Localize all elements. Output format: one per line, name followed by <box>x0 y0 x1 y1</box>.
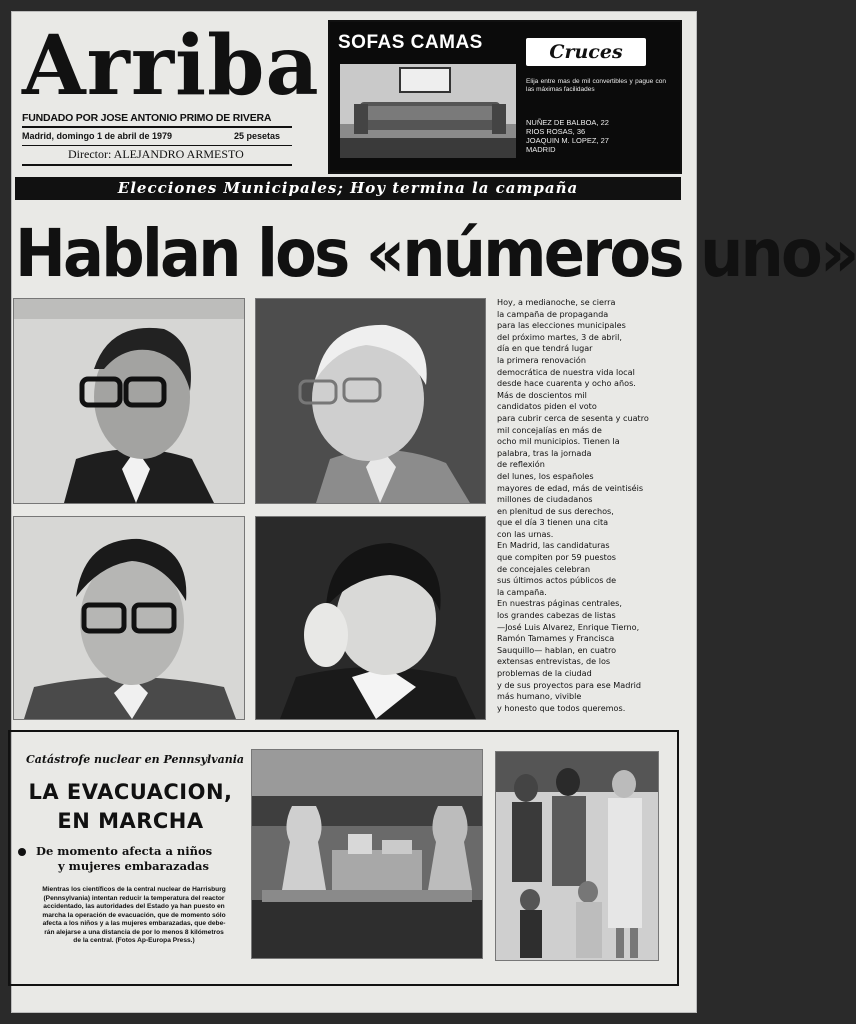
article-line: de concejales celebran <box>497 563 591 574</box>
nuclear-body-line: Mientras los científicos de la central nuclear de Harrisburg <box>42 886 226 893</box>
article-line: mayores de edad, más de veintiséis <box>497 482 644 493</box>
nuclear-headline-line: LA EVACUACION, <box>28 780 233 804</box>
nuclear-body-line: marcha la operación de evacuación, que de momento sólo <box>42 911 226 919</box>
article-line: en plenitud de sus derechos, <box>497 505 614 516</box>
ad-brand-logo: Cruces <box>526 38 646 66</box>
ad-address-line: JOAQUIN M. LOPEZ, 27 <box>526 136 609 145</box>
ad-title: SOFAS CAMAS <box>338 32 483 53</box>
article-line: Sauquillo— hablan, en cuatro <box>497 644 617 655</box>
nuclear-body-line: afecta a los niños y a las mujeres embarazadas, que debe- <box>42 920 226 927</box>
article-line: más humano, vivible <box>497 691 582 702</box>
article-line: y de sus proyectos para ese Madrid <box>497 679 642 690</box>
nuclear-headline-line: EN MARCHA <box>57 809 204 833</box>
article-line: millones de ciudadanos <box>497 494 593 505</box>
nuclear-body-line: accidentado, las autoridades del Estado ya han puesto en <box>43 903 225 910</box>
ad-addresses <box>526 118 666 154</box>
article-line: palabra, tras la jornada <box>497 447 592 458</box>
article-line: —José Luis Alvarez, Enrique Tierno, <box>497 621 640 632</box>
nuclear-headline <box>18 778 243 836</box>
bullet-icon <box>18 848 26 856</box>
nuclear-sub-line: y mujeres embarazadas <box>58 859 209 873</box>
article-line: desde hace cuarenta y ocho años. <box>497 378 636 389</box>
article-line: En nuestras páginas centrales, <box>497 598 622 609</box>
ad-text: Elija entre mas de mil convertibles y pague con las máximas facilidades <box>526 78 666 93</box>
issue-date: Madrid, domingo 1 de abril de 1979 <box>22 131 173 141</box>
nuclear-body-line: rán alejarse a una distancia de por lo menos 8 kilómetros <box>44 928 224 936</box>
article-line: con las urnas. <box>497 528 554 539</box>
masthead-director: Director: ALEJANDRO ARMESTO <box>22 145 292 166</box>
article-line: extensas entrevistas, de los <box>497 656 611 667</box>
article-line: para cubrir cerca de sesenta y cuatro <box>497 412 649 423</box>
article-line: la primera renovación <box>497 354 586 365</box>
nuclear-body-line: de la central. (Fotos Ap-Europa Press.) <box>73 937 195 944</box>
article-line: la campaña de propaganda <box>497 308 609 319</box>
article-line: para las elecciones municipales <box>497 320 626 331</box>
nuclear-body <box>16 886 252 946</box>
candidate-photo-3 <box>13 516 245 720</box>
evacuees-photo <box>495 751 659 961</box>
article-line: problemas de la ciudad <box>497 668 592 678</box>
ad-address-line: NUÑEZ DE BALBOA, 22 <box>526 118 609 127</box>
article-line: sus últimos actos públicos de <box>497 575 617 586</box>
nuclear-subheadline <box>18 844 248 874</box>
ad-sofa-photo <box>340 64 516 158</box>
article-line: ocho mil municipios. Tienen la <box>497 436 620 447</box>
article-line: En Madrid, las candidaturas <box>497 540 610 551</box>
nuclear-plant-photo <box>251 749 483 959</box>
article-line: Más de doscientos mil <box>497 389 587 400</box>
article-line: Ramón Tamames y Francisca <box>497 633 615 644</box>
nuclear-kicker: Catástrofe nuclear en Pennsylvania <box>26 753 245 766</box>
article-line: y honesto que todos queremos. <box>497 702 626 713</box>
nuclear-sub-line: De momento afecta a niños <box>36 844 213 858</box>
article-line: del lunes, los españoles <box>497 470 594 481</box>
masthead-title: Arriba <box>22 18 320 114</box>
article-line: del próximo martes, 3 de abril, <box>497 331 622 342</box>
article-line: mil concejalías en más de <box>497 424 602 435</box>
election-article <box>497 297 679 714</box>
candidate-photo-2 <box>255 298 486 504</box>
article-line: candidatos piden el voto <box>497 401 597 412</box>
nuclear-body-line: (Pennsylvania) intentan reducir la temperatura del reactor <box>43 894 225 902</box>
sofa-advertisement <box>328 20 682 174</box>
ad-address-line: RIOS ROSAS, 36 <box>526 127 586 136</box>
main-headline: Hablan los «números uno» <box>15 215 856 292</box>
article-line: de reflexión <box>497 459 545 470</box>
issue-price: 25 pesetas <box>234 131 281 141</box>
ad-address-line: MADRID <box>526 145 556 154</box>
article-line: que el día 3 tienen una cita <box>497 517 609 528</box>
article-line: la campaña. <box>497 586 547 597</box>
candidate-photo-1 <box>13 298 245 504</box>
section-banner: Elecciones Municipales; Hoy termina la campaña <box>15 177 681 200</box>
candidate-photo-4 <box>255 516 486 720</box>
article-line: día en que tendrá lugar <box>497 343 593 354</box>
article-line: los grandes cabezas de listas <box>497 610 616 621</box>
article-line: que compiten por 59 puestos <box>497 552 617 563</box>
article-line: democrática de nuestra vida local <box>497 366 635 377</box>
masthead-founder: FUNDADO POR JOSE ANTONIO PRIMO DE RIVERA <box>22 112 292 128</box>
article-line: Hoy, a medianoche, se cierra <box>497 297 616 307</box>
